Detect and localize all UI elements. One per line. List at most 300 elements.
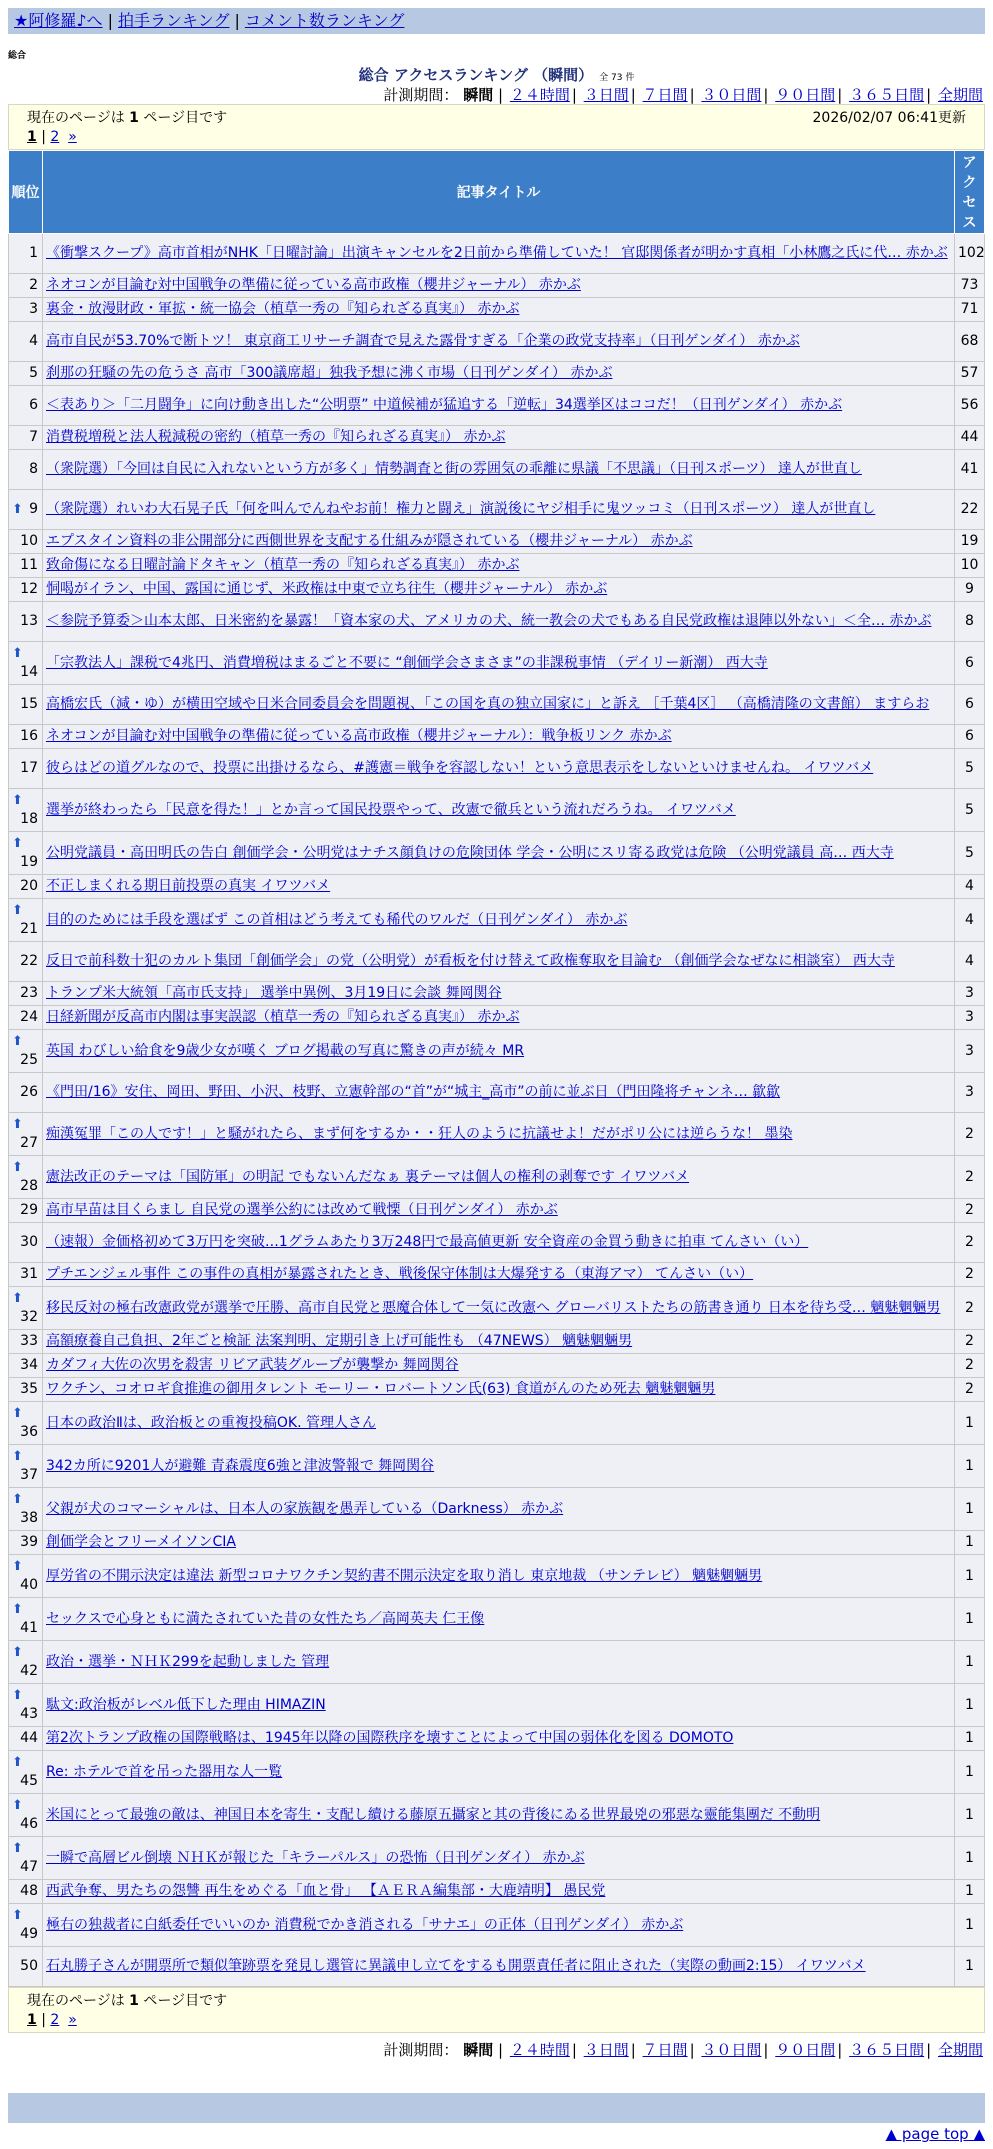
up-arrow-icon: ⬆ bbox=[12, 1908, 23, 1923]
article-link[interactable]: 一瞬で高層ビル倒壊 ＮＨＫが報じた「キラーパルス」の恐怖（日刊ゲンダイ） 赤かぶ bbox=[46, 1849, 585, 1866]
period-7d-link[interactable]: ７日間 bbox=[642, 2041, 688, 2059]
article-link[interactable]: 英国 わびしい給食を9歳少女が嘆く ブログ掲載の写真に驚きの声が続々 MR bbox=[46, 1042, 525, 1059]
separator: | bbox=[926, 2041, 932, 2059]
table-row bbox=[9, 1598, 985, 1641]
pagination bbox=[27, 2010, 966, 2030]
access-count: 3 bbox=[955, 1073, 985, 1113]
title-cell bbox=[43, 1727, 955, 1751]
table-row bbox=[9, 274, 985, 298]
title-cell bbox=[43, 789, 955, 832]
up-arrow-icon: ⬆ bbox=[12, 1559, 23, 1574]
access-count: 5 bbox=[955, 789, 985, 832]
article-link[interactable]: 憲法改正のテーマは「国防軍」の明記 でもないんだなぁ 裏テーマは個人の権利の剥奪です イワツバメ bbox=[46, 1168, 690, 1185]
rank-number: 48 bbox=[20, 1883, 38, 1899]
rank-number: 15 bbox=[20, 696, 38, 712]
rank-number: 33 bbox=[20, 1333, 38, 1349]
access-count: 73 bbox=[955, 274, 985, 298]
access-count: 4 bbox=[955, 942, 985, 982]
article-link[interactable]: ＜参院予算委＞山本太郎、日米密約を暴露！「資本家の犬、アメリカの犬、統一教会の犬でもある自民党政権は退陣以外ない」＜全… 赤かぶ bbox=[46, 613, 932, 629]
article-link[interactable]: 恫喝がイラン、中国、露国に通じず、米政権は中東で立ち往生（櫻井ジャーナル） 赤かぶ bbox=[46, 581, 608, 597]
up-arrow-icon: ⬆ bbox=[12, 1755, 23, 1770]
rank-number: 38 bbox=[20, 1510, 38, 1526]
rank-cell bbox=[9, 1641, 43, 1684]
table-row bbox=[9, 362, 985, 386]
article-link[interactable]: 父親が犬のコマーシャルは、日本人の家族観を愚弄している（Darkness） 赤かぶ bbox=[46, 1500, 564, 1517]
title-cell bbox=[43, 450, 955, 490]
rank-cell bbox=[9, 1223, 43, 1263]
article-link[interactable]: ネオコンが目論む対中国戦争の準備に従っている高市政権（櫻井ジャーナル）：戦争板リンク 赤かぶ bbox=[46, 728, 672, 744]
table-row bbox=[9, 1263, 985, 1287]
title-cell bbox=[43, 1223, 955, 1263]
rank-cell bbox=[9, 875, 43, 899]
period-3d-link[interactable]: ３日間 bbox=[583, 2041, 629, 2059]
rank-number: 34 bbox=[20, 1357, 38, 1373]
separator: | bbox=[689, 86, 695, 104]
article-link[interactable]: 反日で前科数十犯のカルト集団「創価学会」の党（公明党）が看板を付け替えて政権奪取を目論む （創価学会なぜなに相談室） 西大寺 bbox=[46, 953, 895, 969]
ranking-table bbox=[8, 150, 985, 1987]
article-link[interactable]: 裏金・放漫財政・軍拡・統一協会（植草一秀の『知られざる真実』） 赤かぶ bbox=[46, 301, 520, 317]
article-link[interactable]: 高額療養自己負担、2年ごと検証 法案判明、定期引き上げ可能性も （47NEWS） 魑魅魍魎男 bbox=[46, 1333, 633, 1349]
table-row bbox=[9, 642, 985, 685]
article-link[interactable]: Re: ホテルで首を吊った器用な人一覧 bbox=[46, 1763, 283, 1780]
title-cell bbox=[43, 386, 955, 426]
access-count: 3 bbox=[955, 1006, 985, 1030]
rank-cell bbox=[9, 1445, 43, 1488]
rank-number: 43 bbox=[20, 1706, 38, 1722]
access-count: 6 bbox=[955, 725, 985, 749]
title-cell bbox=[43, 1113, 955, 1156]
article-link[interactable]: 342カ所に9201人が避難 青森震度6強と津波警報で 舞岡関谷 bbox=[46, 1457, 435, 1474]
rank-cell bbox=[9, 274, 43, 298]
access-count: 19 bbox=[955, 530, 985, 554]
rank-cell bbox=[9, 1402, 43, 1445]
table-row bbox=[9, 1904, 985, 1947]
rank-number: 50 bbox=[20, 1958, 38, 1974]
page-title bbox=[0, 64, 993, 82]
up-arrow-icon: ⬆ bbox=[12, 502, 23, 517]
rank-number: 24 bbox=[20, 1009, 38, 1025]
rank-cell bbox=[9, 1727, 43, 1751]
separator: | bbox=[107, 11, 113, 30]
rank-number: 5 bbox=[29, 365, 38, 381]
up-arrow-icon: ⬆ bbox=[12, 1798, 23, 1813]
article-link[interactable]: 公明党議員・高田明氏の告白 創価学会・公明党はナチス顔負けの危険団体 学会・公明にスリ寄る政党は危険 （公明党議員 高… 西大寺 bbox=[46, 844, 894, 861]
period-365d-link[interactable]: ３６５日間 bbox=[849, 86, 925, 104]
article-link[interactable]: ＜表あり＞「二月闘争」に向け動き出した“公明票” 中道候補が猛追する「逆転」34選挙区はココだ！（日刊ゲンダイ） 赤かぶ bbox=[46, 397, 843, 413]
access-count: 4 bbox=[955, 875, 985, 899]
title-cell bbox=[43, 1555, 955, 1598]
access-count: 5 bbox=[955, 832, 985, 875]
clap-ranking-link[interactable]: 拍手ランキング bbox=[117, 11, 230, 30]
title-cell bbox=[43, 1263, 955, 1287]
rank-cell bbox=[9, 1287, 43, 1330]
table-row bbox=[9, 490, 985, 530]
table-row bbox=[9, 234, 985, 274]
article-link[interactable]: 高市自民が53.70%で断トツ！ 東京商工リサーチ調査で見えた露骨すぎる「企業の政党支持率」（日刊ゲンダイ） 赤かぶ bbox=[46, 333, 800, 349]
rank-number: 27 bbox=[20, 1135, 38, 1151]
up-arrow-icon: ⬆ bbox=[12, 1602, 23, 1617]
title-cell bbox=[43, 1445, 955, 1488]
page-top-link[interactable]: ▲ page top ▲ bbox=[885, 2125, 985, 2143]
page-number: 1 bbox=[129, 110, 139, 126]
article-link[interactable]: 彼らはどの道グルなので、投票に出掛けるなら、#護憲＝戦争を容認しない！という意思表示をしないといけませんね。 イワツバメ bbox=[46, 760, 874, 776]
up-arrow-icon: ⬆ bbox=[12, 1117, 23, 1132]
title-cell bbox=[43, 1947, 955, 1987]
rank-number: 13 bbox=[20, 613, 38, 629]
access-count: 10 bbox=[955, 554, 985, 578]
rank-cell bbox=[9, 832, 43, 875]
rank-cell bbox=[9, 386, 43, 426]
title-cell bbox=[43, 749, 955, 789]
rank-number: 42 bbox=[20, 1663, 38, 1679]
rank-number: 23 bbox=[20, 985, 38, 1001]
rank-number: 19 bbox=[20, 854, 38, 870]
pagination-next[interactable]: » bbox=[68, 129, 77, 145]
article-link[interactable]: 消費税増税と法人税減税の密約（植草一秀の『知られざる真実』） 赤かぶ bbox=[46, 429, 506, 445]
table-row bbox=[9, 1794, 985, 1837]
article-link[interactable]: トランプ米大統領「高市氏支持」 選挙中異例、3月19日に会談 舞岡関谷 bbox=[46, 985, 502, 1001]
access-count: 2 bbox=[955, 1378, 985, 1402]
separator: | bbox=[926, 86, 932, 104]
access-count: 1 bbox=[955, 1684, 985, 1727]
article-link[interactable]: 《門田/16》安住、岡田、野田、小沢、枝野、立憲幹部の“首”が“城主_高市”の前に並ぶ日（門田隆将チャンネ… 歙歙 bbox=[46, 1084, 781, 1100]
period-365d-link[interactable]: ３６５日間 bbox=[849, 2041, 925, 2059]
table-row bbox=[9, 982, 985, 1006]
table-row bbox=[9, 899, 985, 942]
up-arrow-icon: ⬆ bbox=[12, 1645, 23, 1660]
article-link[interactable]: 日本の政治Ⅱは、政治板との重複投稿OK. 管理人さん bbox=[46, 1414, 376, 1431]
table-row bbox=[9, 1727, 985, 1751]
rank-number: 26 bbox=[20, 1084, 38, 1100]
access-count: 6 bbox=[955, 642, 985, 685]
up-arrow-icon: ⬆ bbox=[12, 1291, 23, 1306]
article-link[interactable]: 政治・選挙・ＮＨＫ299を起動しました 管理 bbox=[46, 1653, 330, 1670]
rank-number: 31 bbox=[20, 1266, 38, 1282]
rank-cell bbox=[9, 749, 43, 789]
rank-number: 44 bbox=[20, 1730, 38, 1746]
title-cell bbox=[43, 490, 955, 530]
title-cell bbox=[43, 685, 955, 725]
period-all-link[interactable]: 全期間 bbox=[937, 86, 983, 104]
rank-number: 45 bbox=[20, 1773, 38, 1789]
rank-cell bbox=[9, 1354, 43, 1378]
rank-cell bbox=[9, 899, 43, 942]
rank-cell bbox=[9, 789, 43, 832]
period-selector-top bbox=[8, 84, 985, 104]
table-row bbox=[9, 1555, 985, 1598]
up-arrow-icon: ⬆ bbox=[12, 1492, 23, 1507]
period-all-link[interactable]: 全期間 bbox=[937, 2041, 983, 2059]
pagination-page-2[interactable]: 2 bbox=[50, 129, 60, 145]
table-row bbox=[9, 1531, 985, 1555]
ranking-title: 総合 アクセスランキング （瞬間） bbox=[358, 66, 594, 84]
title-cell bbox=[43, 298, 955, 322]
article-link[interactable]: （速報）金価格初めて3万円を突破…1グラムあたり3万248円で最高値更新 安全資産の金買う動きに拍車 てんさい（い） bbox=[46, 1234, 809, 1250]
access-count: 68 bbox=[955, 322, 985, 362]
separator: | bbox=[630, 2041, 636, 2059]
table-row bbox=[9, 1287, 985, 1330]
table-row bbox=[9, 725, 985, 749]
title-cell bbox=[43, 234, 955, 274]
page-info-top bbox=[8, 104, 985, 150]
rank-number: 46 bbox=[20, 1816, 38, 1832]
article-link[interactable]: （衆院選）れいわ大石晃子氏「何を叫んでんねやお前！権力と闘え」演説後にヤジ相手に鬼ツッコミ（日刊スポーツ） 達人が世直し bbox=[46, 501, 876, 517]
title-cell bbox=[43, 642, 955, 685]
rank-cell bbox=[9, 554, 43, 578]
pagination-current: 1 bbox=[27, 129, 37, 145]
access-count: 2 bbox=[955, 1354, 985, 1378]
table-row bbox=[9, 1330, 985, 1354]
rank-cell bbox=[9, 1330, 43, 1354]
rank-number: 30 bbox=[20, 1234, 38, 1250]
article-link[interactable]: 致命傷になる日曜討論ドタキャン（植草一秀の『知られざる真実』） 赤かぶ bbox=[46, 557, 520, 573]
rank-cell bbox=[9, 1199, 43, 1223]
rank-number: 12 bbox=[20, 581, 38, 597]
title-cell bbox=[43, 274, 955, 298]
article-link[interactable]: エプスタイン資料の非公開部分に西側世界を支配する仕組みが隠されている（櫻井ジャーナル） 赤かぶ bbox=[46, 533, 693, 549]
rank-cell bbox=[9, 1684, 43, 1727]
article-link[interactable]: 創価学会とフリーメイソンCIA bbox=[46, 1534, 236, 1550]
rank-cell bbox=[9, 642, 43, 685]
rank-cell bbox=[9, 602, 43, 642]
title-cell bbox=[43, 322, 955, 362]
article-link[interactable]: 第2次トランプ政権の国際戦略は、1945年以降の国際秩序を壊すことによって中国の弱体化を図る DOMOTO bbox=[46, 1730, 734, 1746]
period-30d-link[interactable]: ３０日間 bbox=[701, 86, 762, 104]
table-row bbox=[9, 1837, 985, 1880]
access-count: 1 bbox=[955, 1402, 985, 1445]
comment-ranking-link[interactable]: コメント数ランキング bbox=[244, 11, 405, 30]
title-cell bbox=[43, 1531, 955, 1555]
article-link[interactable]: 「宗教法人」課税で4兆円、消費増税はまるごと不要に “創価学会さまさま”の非課税事情 （デイリー新潮） 西大寺 bbox=[46, 654, 768, 671]
access-count: 1 bbox=[955, 1727, 985, 1751]
rank-cell bbox=[9, 1947, 43, 1987]
article-link[interactable]: 刹那の狂騒の先の危うさ 高市「300議席超」独我予想に沸く市場（日刊ゲンダイ） 赤かぶ bbox=[46, 365, 613, 381]
separator: | bbox=[763, 86, 769, 104]
rank-number: 10 bbox=[20, 533, 38, 549]
rank-number: 17 bbox=[20, 760, 38, 776]
pagination bbox=[27, 127, 966, 147]
table-row bbox=[9, 1006, 985, 1030]
total-count: 全 73 件 bbox=[599, 73, 635, 83]
updated-timestamp: 2026/02/07 06:41更新 bbox=[812, 110, 966, 126]
rank-number: 1 bbox=[29, 245, 38, 261]
access-count: 2 bbox=[955, 1287, 985, 1330]
period-7d-link[interactable]: ７日間 bbox=[642, 86, 688, 104]
title-cell bbox=[43, 1598, 955, 1641]
table-row bbox=[9, 1445, 985, 1488]
rank-number: 47 bbox=[20, 1859, 38, 1875]
title-cell bbox=[43, 1073, 955, 1113]
title-cell bbox=[43, 725, 955, 749]
table-row bbox=[9, 1223, 985, 1263]
table-row bbox=[9, 1030, 985, 1073]
title-cell bbox=[43, 1904, 955, 1947]
rank-cell bbox=[9, 942, 43, 982]
up-arrow-icon: ⬆ bbox=[12, 1449, 23, 1464]
period-current: 瞬間 bbox=[463, 86, 494, 104]
access-count: 1 bbox=[955, 1598, 985, 1641]
period-3d-link[interactable]: ３日間 bbox=[583, 86, 629, 104]
rank-cell bbox=[9, 1904, 43, 1947]
table-row bbox=[9, 298, 985, 322]
pagination-next[interactable]: » bbox=[68, 2012, 77, 2028]
title-cell bbox=[43, 942, 955, 982]
article-link[interactable]: ワクチン、コオロギ食推進の御用タレント モーリー・ロバートソン氏(63) 食道がんのため死去 魑魅魍魎男 bbox=[46, 1381, 716, 1397]
access-count: 102 bbox=[955, 234, 985, 274]
period-90d-link[interactable]: ９０日間 bbox=[775, 2041, 836, 2059]
rank-cell bbox=[9, 1837, 43, 1880]
period-selector-bottom bbox=[8, 2039, 985, 2059]
separator: | bbox=[837, 2041, 843, 2059]
rank-number: 7 bbox=[29, 429, 38, 445]
rank-cell bbox=[9, 1156, 43, 1199]
page-text-post: ページ目です bbox=[138, 110, 228, 126]
title-cell bbox=[43, 1156, 955, 1199]
access-count: 1 bbox=[955, 1947, 985, 1987]
rank-column-header: 順位 bbox=[9, 151, 43, 234]
rank-cell bbox=[9, 1598, 43, 1641]
separator: | bbox=[630, 86, 636, 104]
period-24h-link[interactable]: ２４時間 bbox=[509, 86, 570, 104]
article-link[interactable]: 《衝撃スクープ》高市首相がNHK「日曜討論」出演キャンセルを2日前から準備していた！ 官邸関係者が明かす真相「小林鷹之氏に代… 赤かぶ bbox=[46, 245, 948, 261]
rank-number: 14 bbox=[20, 664, 38, 680]
access-count: 1 bbox=[955, 1488, 985, 1531]
article-link[interactable]: 米国にとって最強の敵は、神国日本を寄生・支配し續ける藤原五攝家と其の背後にゐる世界最兇の邪惡な靈能集團だ 不動明 bbox=[46, 1806, 821, 1823]
rank-number: 35 bbox=[20, 1381, 38, 1397]
article-link[interactable]: （衆院選）「今回は自民に入れないという方が多く」情勢調査と街の雰囲気の乖離に県議「不思議」（日刊スポーツ） 達人が世直し bbox=[46, 461, 862, 477]
rank-number: 25 bbox=[20, 1052, 38, 1068]
article-link[interactable]: 高橋宏氏（減・ゆ）が横田空域や日米合同委員会を問題視、「この国を真の独立国家に」と訴え ［千葉4区］ （高橋清隆の文書館） ますらお bbox=[46, 696, 930, 712]
access-count: 4 bbox=[955, 899, 985, 942]
article-link[interactable]: プチエンジェル事件 この事件の真相が暴露されたとき、戦後保守体制は大爆発する（東海アマ） てんさい（い） bbox=[46, 1266, 754, 1282]
article-link[interactable]: 目的のためには手段を選ばず この首相はどう考えても稀代のワルだ（日刊ゲンダイ） 赤かぶ bbox=[46, 911, 628, 928]
rank-cell bbox=[9, 578, 43, 602]
title-cell bbox=[43, 1199, 955, 1223]
title-column-header: 記事タイトル bbox=[43, 151, 955, 234]
title-cell bbox=[43, 1794, 955, 1837]
separator: | bbox=[763, 2041, 769, 2059]
separator: | bbox=[571, 2041, 577, 2059]
up-arrow-icon: ⬆ bbox=[12, 793, 23, 808]
article-link[interactable]: 不正しまくれる期日前投票の真実 イワツバメ bbox=[46, 878, 331, 894]
page-text-pre: 現在のページは bbox=[27, 110, 130, 126]
pagination-page-2[interactable]: 2 bbox=[50, 2012, 60, 2028]
table-row bbox=[9, 386, 985, 426]
home-link[interactable]: ★阿修羅♪へ bbox=[14, 11, 103, 30]
title-cell bbox=[43, 1880, 955, 1904]
access-count: 5 bbox=[955, 749, 985, 789]
rank-number: 37 bbox=[20, 1467, 38, 1483]
table-row bbox=[9, 1402, 985, 1445]
title-cell bbox=[43, 982, 955, 1006]
title-cell bbox=[43, 1378, 955, 1402]
small-category-label: 総合 bbox=[8, 51, 27, 61]
access-count: 1 bbox=[955, 1445, 985, 1488]
article-link[interactable]: 選挙が終わったら「民意を得た！」とか言って国民投票やって、改憲で徹兵という流れだろうね。 イワツバメ bbox=[46, 801, 736, 818]
access-count: 2 bbox=[955, 1113, 985, 1156]
access-count: 2 bbox=[955, 1199, 985, 1223]
article-link[interactable]: 痴漢冤罪「この人です！」と騒がれたら、まず何をするか・・狂人のように抗議せよ！だがポリ公には逆らうな！ 墨染 bbox=[46, 1125, 793, 1142]
article-link[interactable]: 移民反対の極右改憲政党が選挙で圧勝、高市自民党と悪魔合体して一気に改憲へ グローバリストたちの筋書き通り 日本を待ち受… 魑魅魍魎男 bbox=[46, 1299, 941, 1316]
period-24h-link[interactable]: ２４時間 bbox=[509, 2041, 570, 2059]
rank-cell bbox=[9, 298, 43, 322]
article-link[interactable]: 西武争奪、男たちの怨讐 再生をめぐる「血と骨」 【ＡＥＲＡ編集部・大鹿靖明】 愚民党 bbox=[46, 1883, 606, 1899]
period-current: 瞬間 bbox=[463, 2041, 494, 2059]
separator: | bbox=[571, 86, 577, 104]
table-row bbox=[9, 1073, 985, 1113]
access-count: 6 bbox=[955, 685, 985, 725]
up-arrow-icon: ⬆ bbox=[12, 1688, 23, 1703]
rank-cell bbox=[9, 1880, 43, 1904]
up-arrow-icon: ⬆ bbox=[12, 1841, 23, 1856]
article-link[interactable]: 日経新聞が反高市内閣は事実誤認（植草一秀の『知られざる真実』） 赤かぶ bbox=[46, 1009, 520, 1025]
page-text-pre: 現在のページは bbox=[27, 1993, 130, 2009]
table-row bbox=[9, 1378, 985, 1402]
period-30d-link[interactable]: ３０日間 bbox=[701, 2041, 762, 2059]
article-link[interactable]: カダフィ大佐の次男を殺害 リビア武装グループが襲撃か 舞岡関谷 bbox=[46, 1357, 459, 1373]
rank-number: 22 bbox=[20, 953, 38, 969]
rank-number: 9 bbox=[29, 501, 38, 517]
access-count: 41 bbox=[955, 450, 985, 490]
access-count: 2 bbox=[955, 1263, 985, 1287]
title-cell bbox=[43, 426, 955, 450]
table-row bbox=[9, 1354, 985, 1378]
separator: | bbox=[234, 11, 240, 30]
article-link[interactable]: ネオコンが目論む対中国戦争の準備に従っている高市政権（櫻井ジャーナル） 赤かぶ bbox=[46, 277, 581, 293]
access-count: 22 bbox=[955, 490, 985, 530]
rank-cell bbox=[9, 982, 43, 1006]
separator: | bbox=[497, 86, 504, 104]
access-count: 3 bbox=[955, 982, 985, 1006]
rank-cell bbox=[9, 1555, 43, 1598]
period-90d-link[interactable]: ９０日間 bbox=[775, 86, 836, 104]
rank-cell bbox=[9, 725, 43, 749]
rank-cell bbox=[9, 1531, 43, 1555]
rank-number: 41 bbox=[20, 1620, 38, 1636]
article-link[interactable]: 厚労省の不開示決定は違法 新型コロナワクチン契約書不開示決定を取り消し 東京地裁 （サンテレビ） 魑魅魍魎男 bbox=[46, 1567, 763, 1584]
table-row bbox=[9, 749, 985, 789]
article-link[interactable]: 石丸勝子さんが開票所で類似筆跡票を発見し選管に異議申し立てをするも開票責任者に阻止された（実際の動画2:15） イワツバメ bbox=[46, 1958, 866, 1974]
access-count: 1 bbox=[955, 1794, 985, 1837]
article-link[interactable]: 極右の独裁者に白紙委任でいいのか 消費税でかき消される「サナエ」の正体（日刊ゲンダイ） 赤かぶ bbox=[46, 1916, 684, 1933]
rank-number: 21 bbox=[20, 921, 38, 937]
article-link[interactable]: 駄文:政治板がレベル低下した理由 HIMAZIN bbox=[46, 1696, 326, 1713]
title-cell bbox=[43, 578, 955, 602]
rank-cell bbox=[9, 530, 43, 554]
access-count: 8 bbox=[955, 602, 985, 642]
table-row bbox=[9, 426, 985, 450]
title-cell bbox=[43, 1751, 955, 1794]
title-cell bbox=[43, 554, 955, 578]
page-info-bottom bbox=[8, 1987, 985, 2033]
title-cell bbox=[43, 1287, 955, 1330]
access-count: 56 bbox=[955, 386, 985, 426]
rank-number: 6 bbox=[29, 397, 38, 413]
table-row bbox=[9, 322, 985, 362]
title-cell bbox=[43, 899, 955, 942]
page-top-area bbox=[8, 2125, 985, 2147]
article-link[interactable]: 高市早苗は目くらまし 自民党の選挙公約には改めて戦慄（日刊ゲンダイ） 赤かぶ bbox=[46, 1202, 558, 1218]
title-cell bbox=[43, 602, 955, 642]
rank-number: 3 bbox=[29, 301, 38, 317]
rank-cell bbox=[9, 1488, 43, 1531]
table-row bbox=[9, 875, 985, 899]
table-row bbox=[9, 832, 985, 875]
title-cell bbox=[43, 1684, 955, 1727]
rank-number: 4 bbox=[29, 333, 38, 349]
table-row bbox=[9, 1947, 985, 1987]
article-link[interactable]: セックスで心身ともに満たされていた昔の女性たち／高岡英夫 仁王像 bbox=[46, 1610, 485, 1627]
